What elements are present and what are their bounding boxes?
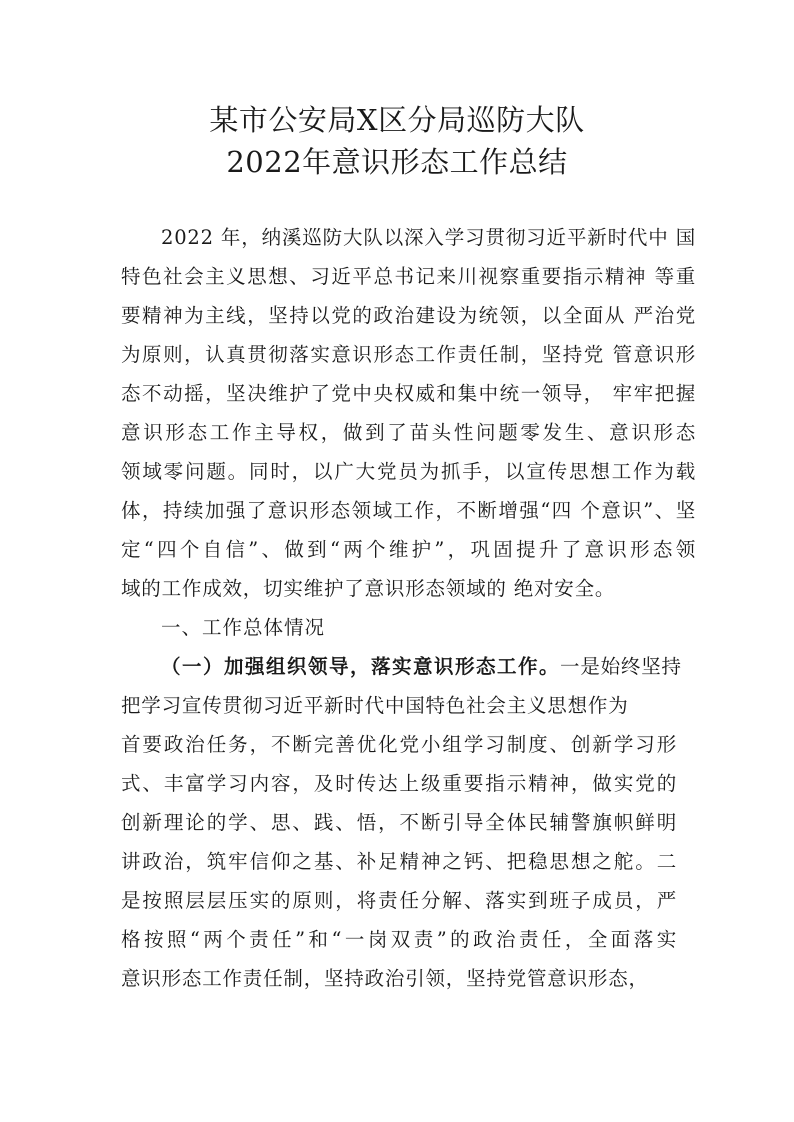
intro-line: 领域零问题。同时，以广大党员为抓手，以宣传思想工作为载: [121, 460, 696, 483]
subsection-first-line: [161, 655, 682, 679]
body-line: 首要政治任务，不断完善优化党小组学习制度、创新学习形: [121, 733, 677, 756]
intro-line: 体，持续加强了意识形态领域工作，不断增强“四 个意识”、坚: [121, 499, 696, 522]
intro-line: 要精神为主线，坚持以党的政治建设为统领，以全面从 严治党: [121, 304, 696, 327]
subsection-heading: （一）加强组织领导，落实意识形态工作。: [161, 655, 561, 678]
section-heading: 一、工作总体情况: [161, 616, 326, 639]
body-line: 格按照“两个责任”和“一岗双责”的政治责任，全面落实: [121, 928, 677, 951]
document-title-line2: 2022年意识形态工作总结: [226, 145, 568, 179]
body-line: 是按照层层压实的原则，将责任分解、落实到班子成员，严: [121, 889, 677, 912]
body-line: 把学习宣传贯彻习近平新时代中国特色社会主义思想作为: [121, 694, 629, 717]
intro-line: 意识形态工作主导权，做到了苗头性问题零发生、意识形态: [121, 421, 696, 444]
body-line: 意识形态工作责任制，坚持政治引领，坚持党管意识形态，: [121, 967, 649, 990]
body-line: 式、丰富学习内容，及时传达上级重要指示精神，做实党的: [121, 772, 677, 795]
document-title-line1: 某市公安局X区分局巡防大队: [209, 103, 585, 137]
subsection-text: 一是始终坚持: [560, 655, 682, 678]
intro-line: 2022 年，纳溪巡防大队以深入学习贯彻习近平新时代中 国: [161, 226, 696, 249]
intro-line: 特色社会主义思想、习近平总书记来川视察重要指示精神 等重: [121, 265, 696, 288]
intro-line: 域的工作成效，切实维护了意识形态领域的 绝对安全。: [121, 577, 616, 600]
body-line: 创新理论的学、思、践、悟，不断引导全体民辅警旗帜鲜明: [121, 811, 677, 834]
intro-line: 定“四个自信”、做到“两个维护”，巩固提升了意识形态领: [121, 538, 696, 561]
intro-line: 态不动摇，坚决维护了党中央权威和集中统一领导， 牢牢把握: [121, 382, 696, 405]
intro-line: 为原则，认真贯彻落实意识形态工作责任制，坚持党 管意识形: [121, 343, 696, 366]
body-line: 讲政治，筑牢信仰之基、补足精神之钙、把稳思想之舵。二: [121, 850, 677, 873]
